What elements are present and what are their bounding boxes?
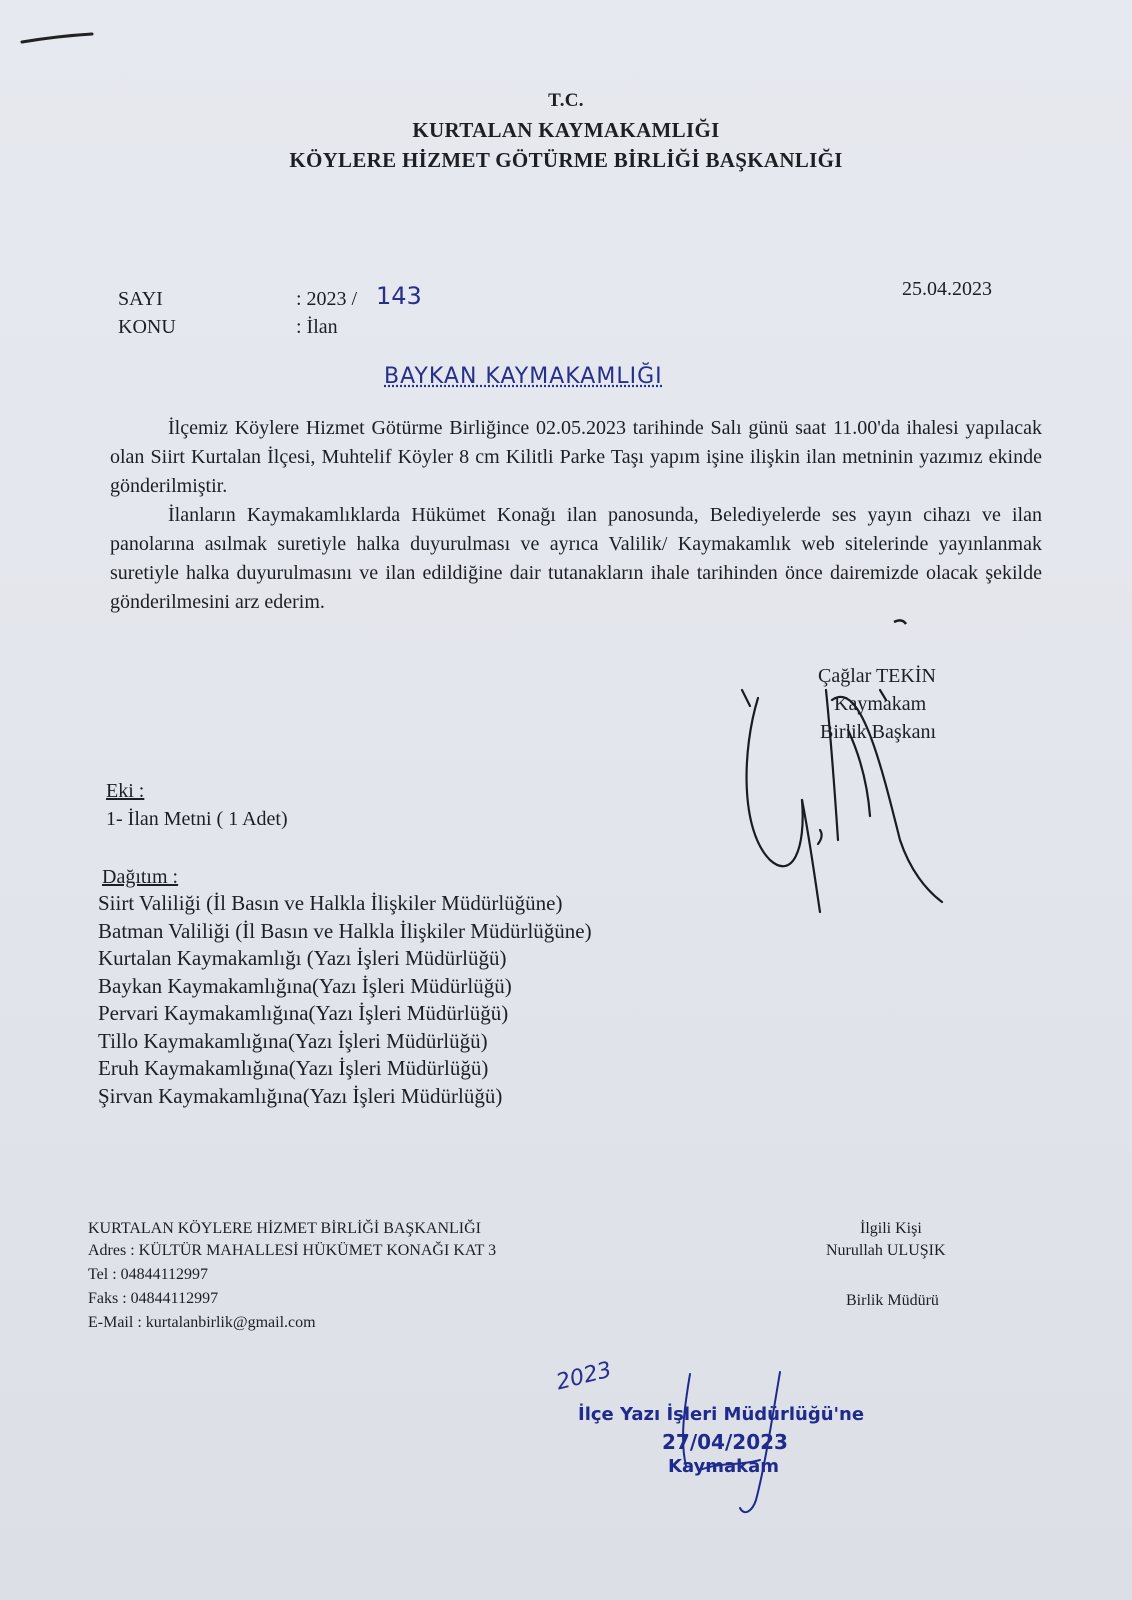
attachment-item: 1- İlan Metni ( 1 Adet) (106, 808, 288, 830)
footer-phone: Tel : 04844112997 (88, 1266, 209, 1283)
distribution-item: Baykan Kaymakamlığına(Yazı İşleri Müdürlüğü) (98, 973, 512, 998)
stamp-date: 27/04/2023 (662, 1430, 788, 1454)
attachments-label: Eki : (106, 780, 145, 802)
handwritten-signature (730, 640, 990, 940)
document-date: 25.04.2023 (902, 278, 992, 300)
distribution-item: Şirvan Kaymakamlığına(Yazı İşleri Müdürlüğü) (98, 1083, 503, 1108)
footer-address: Adres : KÜLTÜR MAHALLESİ HÜKÜMET KONAĞI KAT 3 (88, 1242, 497, 1259)
signatory-title-2: Birlik Başkanı (820, 721, 937, 743)
distribution-item: Pervari Kaymakamlığına(Yazı İşleri Müdürlüğü) (98, 1001, 509, 1025)
footer-fax: Faks : 04844112997 (88, 1290, 219, 1307)
sayi-value: : 2023 / (296, 288, 358, 310)
contact-label: İlgili Kişi (860, 1220, 922, 1237)
footer-email: E-Mail : kurtalanbirlik@gmail.com (88, 1314, 316, 1331)
header-birlik: KÖYLERE HİZMET GÖTÜRME BİRLİĞİ BAŞKANLIĞI (289, 148, 843, 172)
contact-name: Nurullah ULUŞIK (826, 1242, 946, 1259)
stamp-signature (660, 1370, 800, 1520)
sayi-handwritten-number: 143 (376, 282, 422, 310)
sayi-label: SAYI (118, 288, 163, 310)
distribution-list (98, 890, 592, 1110)
distribution-item: Batman Valiliği (İl Basın ve Halkla İlişkiler Müdürlüğüne) (98, 918, 592, 943)
distribution-label: Dağıtım : (102, 866, 179, 888)
distribution-item: Eruh Kaymakamlığına(Yazı İşleri Müdürlüğü) (98, 1056, 489, 1080)
stamp-handwritten-year: 2023 (553, 1357, 615, 1396)
header-kaymakamlik: KURTALAN KAYMAKAMLIĞI (412, 118, 720, 142)
signatory-title: Kaymakam (834, 693, 927, 715)
distribution-item: Kurtalan Kaymakamlığı (Yazı İşleri Müdürlüğü) (98, 946, 507, 970)
signature-tick (892, 616, 912, 632)
footer-organization: KURTALAN KÖYLERE HİZMET BİRLİĞİ BAŞKANLIĞI (88, 1220, 481, 1237)
distribution-item: Siirt Valiliği (İl Basın ve Halkla İlişkiler Müdürlüğüne) (98, 891, 563, 915)
stamp-kaymakam: Kaymakam (668, 1456, 780, 1477)
konu-value: : İlan (296, 316, 338, 338)
body-paragraph-1: İlçemiz Köylere Hizmet Götürme Birliğince 02.05.2023 tarihinde Salı günü saat 11.00'da ihalesi yapılacak olan Siirt Kurtalan İlçesi, Muhtelif Köyler 8 cm Kilitli Parke Taşı yapım işine ilişkin ilan metninin yazımız ekinde gönderilmiştir. (110, 417, 1042, 497)
contact-title: Birlik Müdürü (846, 1292, 939, 1309)
pen-mark (18, 28, 98, 48)
signatory-name: Çağlar TEKİN (818, 665, 936, 687)
distribution-item: Tillo Kaymakamlığına(Yazı İşleri Müdürlüğü) (98, 1028, 488, 1053)
body-paragraph-2: İlanların Kaymakamlıklarda Hükümet Konağı ilan panosunda, Belediyelerde ses yayın cihazı ve ilan panolarına asılmak suretiyle halka duyurulması ve ayrıca Valilik/ Kaymakamlık web sitelerinde yayınlanmak suretiyle halka duyurulmasını ve ilan edildiğine dair tutanakların ihale tarihinden önce dairemizde olacak şekilde gönderilmesini arz ederim. (110, 504, 1042, 613)
konu-label: KONU (118, 316, 176, 338)
handwritten-recipient: BAYKAN KAYMAKAMLIĞI (384, 364, 663, 389)
stamp-text: İlçe Yazı İşleri Müdürlüğü'ne (578, 1404, 865, 1425)
letter-body (110, 414, 1042, 617)
header-tc: T.C. (548, 90, 584, 111)
